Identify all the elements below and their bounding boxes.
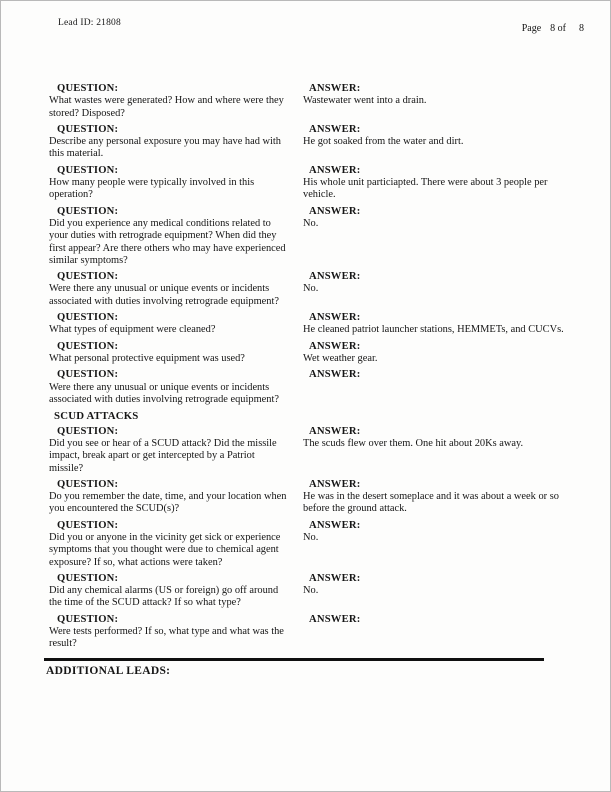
answer-cell: [303, 341, 565, 366]
answer-cell: [303, 124, 565, 161]
question-cell: [49, 369, 291, 406]
section-heading-scud-attacks: SCUD ATTACKS: [54, 410, 139, 423]
footer-divider: [44, 658, 544, 661]
page-word: Page: [521, 23, 542, 34]
question-cell: [49, 83, 291, 120]
answer-cell: [303, 426, 565, 475]
question-text: What wastes were generated? How and where were they stored? Disposed?: [49, 95, 284, 119]
question-cell: [49, 312, 291, 337]
qa-row: [49, 312, 565, 337]
answer-cell: [303, 479, 565, 516]
question-text: Describe any personal exposure you may have had with this material.: [49, 136, 281, 160]
qa-row: [49, 573, 565, 610]
page-number: [522, 23, 584, 34]
question-text: What personal protective equipment was used?: [49, 352, 245, 364]
answer-text: His whole unit particiapted. There were about 3 people per vehicle.: [303, 177, 548, 201]
answer-label: ANSWER:: [309, 572, 361, 584]
lead-id: Lead ID: 21808: [58, 18, 121, 28]
question-text: Were there any unusual or unique events or incidents associated with duties involving retrograde equipment?: [49, 381, 279, 405]
qa-content: [46, 83, 565, 677]
question-cell: [49, 165, 291, 202]
question-label: QUESTION:: [57, 83, 119, 94]
question-label: QUESTION:: [57, 519, 119, 531]
answer-label: ANSWER:: [309, 205, 361, 217]
answer-cell: [303, 83, 565, 120]
answer-text: Wastewater went into a drain.: [303, 95, 427, 107]
qa-row: [49, 165, 565, 202]
question-text: Did any chemical alarms (US or foreign) go off around the time of the SCUD attack? If so what type?: [49, 585, 279, 609]
qa-row: [49, 124, 565, 161]
answer-cell: [303, 271, 565, 308]
question-cell: [49, 573, 291, 610]
answer-text: No.: [303, 585, 319, 597]
qa-row: [49, 83, 565, 120]
question-cell: [49, 206, 291, 267]
answer-label: ANSWER:: [309, 340, 361, 352]
answer-label: ANSWER:: [309, 369, 361, 381]
answer-cell: [303, 573, 565, 610]
answer-text: No.: [303, 217, 319, 229]
question-cell: [49, 479, 291, 516]
qa-row: [49, 614, 565, 651]
answer-label: ANSWER:: [309, 478, 361, 490]
qa-row: [49, 271, 565, 308]
question-label: QUESTION:: [57, 478, 119, 490]
answer-cell: [303, 165, 565, 202]
question-text: Did you or anyone in the vicinity get sick or experience symptoms that you thought were due to chemical agent exposure? If so, what actions were taken?: [49, 532, 281, 568]
question-text: Were tests performed? If so, what type and what was the result?: [49, 626, 284, 650]
answer-text: He was in the desert someplace and it was about a week or so before the ground attack.: [303, 491, 559, 515]
answer-label: ANSWER:: [309, 312, 361, 324]
question-text: Were there any unusual or unique events or incidents associated with duties involving retrograde equipment?: [49, 283, 279, 307]
additional-leads-heading: ADDITIONAL LEADS:: [46, 664, 171, 677]
question-cell: [49, 520, 291, 569]
question-label: QUESTION:: [57, 369, 119, 381]
question-label: QUESTION:: [57, 271, 119, 283]
qa-row: [49, 479, 565, 516]
answer-cell: [303, 312, 565, 337]
question-cell: [49, 614, 291, 651]
answer-label: ANSWER:: [309, 425, 361, 437]
answer-label: ANSWER:: [309, 164, 361, 176]
answer-text: No.: [303, 283, 319, 295]
question-text: Did you experience any medical conditions related to your duties with retrograde equipment? When did they first appear? Are there others who may have experienced similar symptoms?: [49, 217, 286, 266]
question-cell: [49, 124, 291, 161]
answer-text: He got soaked from the water and dirt.: [303, 136, 464, 148]
question-label: QUESTION:: [57, 205, 119, 217]
question-label: QUESTION:: [57, 312, 119, 324]
answer-label: ANSWER:: [309, 613, 361, 625]
question-cell: [49, 341, 291, 366]
answer-label: ANSWER:: [309, 83, 361, 94]
question-label: QUESTION:: [57, 572, 119, 584]
question-label: QUESTION:: [57, 613, 119, 625]
question-cell: [49, 426, 291, 475]
question-text: How many people were typically involved in this operation?: [49, 177, 255, 201]
answer-cell: [303, 614, 565, 651]
question-text: What types of equipment were cleaned?: [49, 324, 216, 336]
question-text: Do you remember the date, time, and your location when you encountered the SCUD(s)?: [49, 491, 287, 515]
qa-row: [49, 520, 565, 569]
answer-cell: [303, 520, 565, 569]
qa-row: [49, 369, 565, 406]
qa-row: [49, 341, 565, 366]
page-header: [58, 18, 584, 34]
answer-text: No.: [303, 532, 319, 543]
answer-text: The scuds flew over them. One hit about 20Ks away.: [303, 437, 524, 449]
question-label: QUESTION:: [57, 340, 119, 352]
question-text: Did you see or hear of a SCUD attack? Did the missile impact, break apart or get intercepted by a Patriot missile?: [49, 437, 277, 474]
question-label: QUESTION:: [57, 123, 119, 135]
answer-text: He cleaned patriot launcher stations, HEMMETs, and CUCVs.: [303, 324, 564, 336]
answer-cell: [303, 369, 565, 406]
page-total: 8: [579, 23, 584, 34]
answer-label: ANSWER:: [309, 123, 361, 135]
answer-cell: [303, 206, 565, 267]
question-label: QUESTION:: [57, 164, 119, 176]
answer-label: ANSWER:: [309, 519, 361, 531]
question-label: QUESTION:: [57, 425, 119, 437]
answer-label: ANSWER:: [309, 271, 361, 283]
qa-row: [49, 426, 565, 475]
page-count-mid: 8 of: [550, 23, 566, 34]
qa-row: [49, 206, 565, 267]
answer-text: Wet weather gear.: [303, 352, 378, 364]
question-cell: [49, 271, 291, 308]
